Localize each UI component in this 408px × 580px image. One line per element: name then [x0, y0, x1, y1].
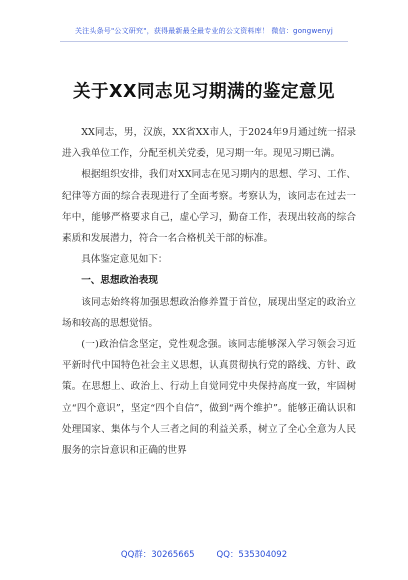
footer-qq-group: QQ群：30265665 — [120, 550, 195, 560]
document-title: 关于XX同志见习期满的鉴定意见 — [73, 82, 335, 102]
header-divider — [60, 41, 348, 42]
footer-contact — [0, 548, 408, 560]
section-heading-political: 一、思想政治表现 — [81, 275, 158, 287]
document-body — [62, 122, 356, 461]
paragraph-political-summary: 该同志始终将加强思想政治修养置于首位，展现出坚定的政治立场和较高的思想觉悟。 — [62, 296, 356, 329]
paragraph-assessment: 根据组织安排，我们对XX同志在见习期内的思想、学习、工作、纪律等方面的综合表现进行了全面考察。考察认为，该同志在过去一年中，能够严格要求自己，虚心学习，勤奋工作，表现出较高的综合素质和发展潜力，符合一名合格机关干部的标准。 — [62, 169, 356, 245]
header-banner: 关注头条号"公文研究"，获得最新最全最专业的公文资料库！ 微信：gongwenyj — [74, 27, 334, 35]
paragraph-lead-in: 具体鉴定意见如下： — [81, 254, 168, 266]
footer-qq: QQ：535304092 — [216, 550, 288, 560]
paragraph-intro: XX同志，男，汉族，XX省XX市人，于2024年9月通过统一招录进入我单位工作，分配至机关党委，见习期一年。现见习期已满。 — [62, 127, 356, 160]
paragraph-political-detail: (一)政治信念坚定，党性观念强。该同志能够深入学习领会习近平新时代中国特色社会主义思想，认真贯彻执行党的路线、方针、政策。在思想上、政治上、行动上自觉同党中央保持高度一致，牢固树立“四个意识”，坚定“四个自信”，做到“两个维护”。能够正确认识和处理国家、集体与个人三者之间的利益关系，树立了全心全意为人民服务的宗旨意识和正确的世界 — [62, 339, 356, 457]
